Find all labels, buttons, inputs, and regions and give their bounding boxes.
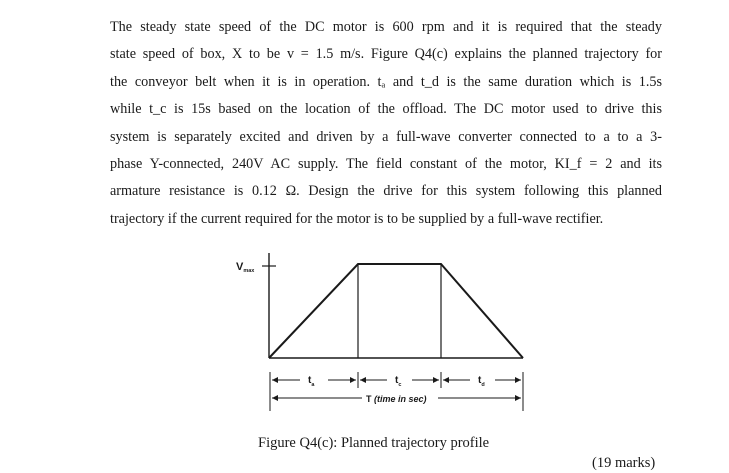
- arrowhead: [272, 377, 278, 383]
- arrowhead: [443, 377, 449, 383]
- arrowhead: [272, 395, 278, 401]
- tc-subscript: c: [398, 382, 402, 388]
- question-line: trajectory if the current required for the motor is to be supplied by a full-wave rectifier.: [110, 210, 604, 227]
- question-line: armature resistance is 0.12 Ω. Design the drive for this system following this planned: [110, 183, 662, 200]
- question-line: The steady state speed of the DC motor is 600 rpm and it is required that the steady: [110, 19, 662, 35]
- total-time-label: T (time in sec): [366, 394, 427, 404]
- arrowhead: [515, 377, 521, 383]
- vmax-label: Vmax: [236, 261, 255, 274]
- ta-label: $t_a$: [308, 375, 315, 388]
- figure-caption: Figure Q4(c): Planned trajectory profile: [258, 435, 490, 451]
- question-line: system is separately excited and driven by a full-wave converter connected to a to a 3-: [110, 128, 662, 145]
- td-subscript: d: [481, 382, 485, 388]
- arrowhead: [360, 377, 366, 383]
- ta-subscript: a: [311, 382, 315, 388]
- arrowhead: [350, 377, 356, 383]
- question-line: state speed of box, X to be v = 1.5 m/s. Figure Q4(c) explains the planned trajectory for: [110, 46, 662, 63]
- arrowhead: [515, 395, 521, 401]
- question-line: phase Y-connected, 240V AC supply. The field constant of the motor, KI_f = 2 and its: [110, 156, 662, 173]
- total-time-unit: (time in sec): [374, 394, 427, 404]
- question-line: the conveyor belt when it is in operation. tₐ and t_d is the same duration which is 1.5s: [110, 73, 662, 90]
- question-line: while t_c is 15s based on the location of the offload. The DC motor used to drive this: [110, 101, 662, 118]
- velocity-profile: [269, 264, 523, 358]
- arrowhead: [433, 377, 439, 383]
- td-label: $t_d$: [478, 375, 485, 388]
- tc-label: $t_c$: [395, 375, 402, 388]
- vmax-subscript: max: [243, 268, 255, 274]
- marks-label: (19 marks): [592, 455, 656, 471]
